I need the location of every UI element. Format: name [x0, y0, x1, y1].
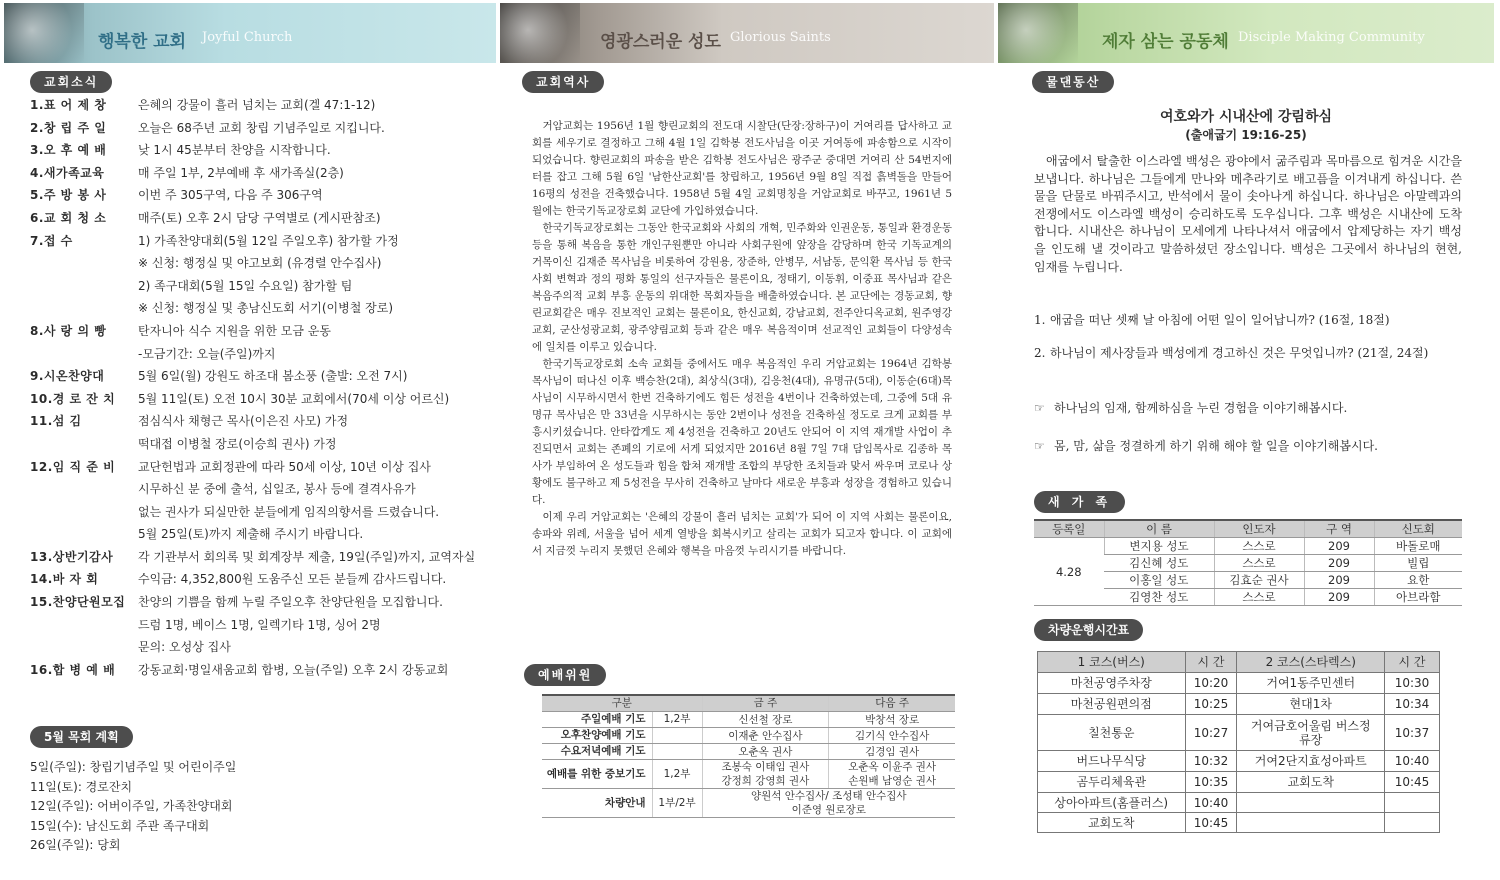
- newfamily-header-row: [1034, 520, 1462, 538]
- worship-name: 오춘옥 이윤주 권사: [848, 761, 937, 773]
- worship-row: [542, 712, 955, 728]
- history-paragraph: 한국기독교장로회는 그동안 한국교회와 사회의 개혁, 민주화와 인권운동, 통일과 환경운동등을 통해 복음을 통한 개인구원뿐만 아니라 사회구원에 앞장을 감당하며 한국 기독교계의 거목이신 김재준 목사님을 비롯하여 강원용, 장준하, 안병무, 서남동, 문익환 목사님 등 한국사회 변혁과 정의 평화 통일의 선구자들은 물론이요, 정태기, 이동휘, 이중표 목사님과 같은 복음주의적 교회 부흥 운동의 위대한 목회자들을 배출하였습니다. 본 교단에는 경동교회, 향린교회같은 매우 진보적인 교회는 물론이요, 한신교회, 강남교회, 전주안디옥교회, 원주영강교회, 군산성광교회, 광주양림교회 등과 같은 매우 복음적이며 선교적인 교회들이 다양성속에 일치를 이루고 있습니다.: [532, 222, 952, 353]
- news-value: 점심식사 채형근 목사(이은진 사모) 가정: [138, 414, 349, 429]
- news-row: [30, 478, 490, 501]
- news-label: 13.상반기감사: [30, 549, 114, 564]
- question-text: 애굽을 떠난 셋째 날 아침에 어떤 일이 일어납니까? (16절, 18절): [1050, 313, 1390, 327]
- news-value: ※ 신청: 행정실 및 총남신도회 서기(이병철 장로): [138, 301, 394, 316]
- news-row: [30, 252, 490, 275]
- church-news-list: [30, 94, 490, 681]
- banner-glorious-saints: [500, 3, 994, 63]
- news-value: 문의: 오성상 집사: [138, 640, 231, 655]
- banner-title: 제자 삼는 공동체: [1102, 32, 1229, 52]
- news-row: [30, 297, 490, 320]
- news-label: [30, 343, 138, 366]
- worship-service: 1,2부: [652, 760, 702, 789]
- bus-cell: 거여금호어울림 버스정류장: [1237, 715, 1385, 751]
- bus-cell: 교회도착: [1038, 813, 1186, 833]
- news-label: 14.바 자 회: [30, 572, 99, 587]
- worship-name: 김경임 권사: [865, 745, 920, 758]
- worship-role: 수요저녁예배 기도: [542, 744, 652, 760]
- worship-next-week: [829, 744, 955, 760]
- worship-role: 주일예배 기도: [542, 712, 652, 728]
- bus-header-cell: 1 코스(버스): [1038, 652, 1186, 673]
- newfamily-header-cell: 이 름: [1104, 520, 1214, 538]
- news-row: [30, 184, 490, 207]
- newfamily-cell: 요한: [1374, 572, 1462, 589]
- news-row: [30, 343, 490, 366]
- news-row: [30, 162, 490, 185]
- news-label: 7.접 수: [30, 233, 73, 248]
- worship-committee-table: [542, 694, 955, 818]
- news-row: [30, 591, 490, 614]
- news-value: -모금기간: 오늘(주일)까지: [138, 346, 276, 361]
- bus-cell: 10:25: [1185, 694, 1237, 715]
- worship-role: 예배를 위한 중보기도: [542, 760, 652, 789]
- newfamily-cell: 스스로: [1214, 538, 1304, 555]
- devotion-body: [1034, 153, 1462, 276]
- news-row: [30, 94, 490, 117]
- plan-item: 11일(토): 경로잔치: [30, 779, 133, 794]
- news-value: ※ 신청: 행정실 및 야고보회 (유경렬 안수집사): [138, 256, 382, 271]
- banner-photo: [500, 3, 580, 63]
- question-number: 1.: [1034, 313, 1046, 327]
- news-label: 1.표 어 제 창: [30, 98, 107, 112]
- newfamily-header-cell: 신도회: [1374, 520, 1462, 538]
- news-label: [30, 433, 138, 456]
- bus-header-cell: 시 간: [1185, 652, 1237, 673]
- news-label: 10.경 로 잔 치: [30, 391, 116, 406]
- news-value: 찬양의 기쁨을 함께 누릴 주일오후 찬양단원을 모집합니다.: [138, 595, 443, 610]
- history-paragraph: 한국기독교장로회 소속 교회들 중에서도 매우 복음적인 우리 거암교회는 1964년 김학봉 목사님이 떠나신 이후 백승찬(2대), 최상식(3대), 김응천(4대), 유명규(5대), 이동순(6대)목사님이 시무하시면서 한번 건축하기에도 힘든 성전을 4번이나 건축하였는데, 그중에 5대 유명규 목사님은 만 33년을 시무하시는 동안 2번이나 성전을 건축하실 정도로 크게 교회를 부흥시키셨습니다. 안타깝게도 제 4성전을 건축하고 20년도 안되어 이 지역 재개발 사업이 추진되면서 교회는 존폐의 기로에 서게 되었지만 2016년 8월 7일 7대 담임목사로 김종하 목사가 부임하여 온 성도들과 힘을 합쳐 재개발 조합의 부당한 조치들과 맞서 싸우며 코로나 상황에도 불구하고 제 5성전을 무사히 건축하고 날마다 새로운 부흥과 성장을 경험하고 있습니다.: [532, 358, 952, 506]
- newfamily-cell: 빌립: [1374, 555, 1462, 572]
- bus-cell: [1385, 813, 1440, 833]
- bus-header-row: [1038, 652, 1440, 673]
- worship-header-this-week: 금 주: [702, 695, 829, 712]
- bus-cell: 마천공원편의점: [1038, 694, 1186, 715]
- question-text: 몸, 맘, 삶을 정결하게 하기 위해 해야 할 일을 이야기해봅시다.: [1054, 439, 1378, 453]
- bus-cell: 칠천통운: [1038, 715, 1186, 751]
- bus-cell: 거여2단지효성아파트: [1237, 751, 1385, 772]
- question-text: 하나님이 제사장들과 백성에게 경고하신 것은 무엇입니까? (21절, 24절): [1050, 346, 1429, 360]
- news-value: 낮 1시 45분부터 찬양을 시작합니다.: [138, 143, 331, 158]
- worship-header-next-week: 다음 주: [829, 695, 955, 712]
- newfamily-cell: 김효순 권사: [1214, 572, 1304, 589]
- history-paragraph: 이제 우리 거암교회는 '은혜의 강물이 흘러 넘치는 교회'가 되어 이 지역 사회는 물론이요, 송파와 위례, 서울을 넘어 세계 열방을 회복시키고 살리는 교회가 되고자 합니다. 이 교회에서 지금껏 누리지 못했던 은혜와 행복을 마음껏 누리시기를 바랍니다.: [532, 511, 952, 557]
- news-value: 떡대접 이병철 장로(이승희 권사) 가정: [138, 436, 337, 451]
- news-label: [30, 275, 138, 298]
- worship-row: [542, 744, 955, 760]
- question-text: 하나님의 임재, 함께하심을 누린 경험을 이야기해봅시다.: [1054, 401, 1348, 415]
- news-label: [30, 614, 138, 637]
- news-row: [30, 275, 490, 298]
- newfamily-cell: 스스로: [1214, 589, 1304, 606]
- question-number: ☞: [1034, 401, 1045, 415]
- bus-cell: 버드나무식당: [1038, 751, 1186, 772]
- worship-name: 오춘옥 권사: [738, 745, 793, 758]
- question-item: [1034, 344, 1462, 362]
- bus-cell: 10:32: [1185, 751, 1237, 772]
- bus-cell: 10:20: [1185, 673, 1237, 694]
- worship-this-week: [702, 744, 829, 760]
- plan-item: 5일(주일): 창립기념주일 및 어린이주일: [30, 760, 237, 774]
- newfamily-cell: 이홍일 성도: [1104, 572, 1214, 589]
- question-item: [1034, 437, 1462, 455]
- news-row: [30, 501, 490, 524]
- bus-cell: 거여1동주민센터: [1237, 673, 1385, 694]
- banner-disciple-community: [998, 3, 1494, 63]
- worship-row: [542, 728, 955, 744]
- banner-subtitle: Disciple Making Community: [1238, 30, 1425, 45]
- worship-this-week: [702, 760, 829, 789]
- bus-cell: [1385, 793, 1440, 813]
- bus-cell: 10:34: [1385, 694, 1440, 715]
- section-pill-worship: 예배위원: [524, 664, 606, 686]
- news-label: [30, 297, 138, 320]
- section-pill-news: 교회소식: [30, 71, 112, 93]
- news-label: 11.섬 김: [30, 414, 82, 429]
- news-value: 없는 권사가 되실만한 분들에게 임직의향서를 드렸습니다.: [138, 504, 440, 519]
- worship-name: 조봉숙 이태임 권사: [721, 761, 810, 773]
- news-value: 5월 25일(토)까지 제출해 주시기 바랍니다.: [138, 527, 364, 542]
- history-paragraph: 거암교회는 1956년 1월 향린교회의 전도대 시찰단(단장:장하구)이 거여리를 답사하고 교회를 세우기로 결정하고 그해 4월 1일 김학봉 전도사님을 이곳 거여동에 파송함으로 시작이 되었습니다. 향린교회의 파송을 받은 김학봉 전도사님은 광주군 중대면 거여리 산 54번지에 터를 잡고 그해 5월 6일 '남한산교회'를 창립하고, 1956년 9월 8일 직접 흙벽돌을 만들어 16평의 성전을 건축했습니다. 1958년 5월 4일 교회명칭을 거암교회로 바꾸고, 1961년 5월에는 한국기독교장로회 교단에 가입하였습니다.: [532, 120, 952, 217]
- bus-cell: 마천공영주차장: [1038, 673, 1186, 694]
- devotion-title: 여호와가 시내산에 강림하심: [1159, 109, 1333, 125]
- newfamily-header-cell: 인도자: [1214, 520, 1304, 538]
- bus-row: [1038, 793, 1440, 813]
- worship-role: 차량안내: [542, 789, 652, 818]
- news-row: [30, 546, 490, 569]
- worship-name: 신선철 장로: [738, 713, 793, 726]
- worship-name: 김기식 안수집사: [854, 729, 930, 742]
- news-value: 2) 족구대회(5월 15일 수요일) 참가할 팀: [138, 278, 353, 293]
- news-label: 12.임 직 준 비: [30, 459, 116, 474]
- worship-row: [542, 789, 955, 818]
- news-label: 3.오 후 예 배: [30, 143, 107, 158]
- news-value: 매주(토) 오후 2시 담당 구역별로 (게시판참조): [138, 210, 381, 225]
- news-value: 드럼 1명, 베이스 1명, 일렉기타 1명, 싱어 2명: [138, 617, 381, 632]
- worship-role: 오후찬양예배 기도: [542, 728, 652, 744]
- banner-subtitle: Joyful Church: [202, 30, 293, 45]
- newfamily-cell: 209: [1304, 538, 1374, 555]
- news-value: 5월 6일(월) 강원도 하조대 봄소풍 (출발: 오전 7시): [138, 369, 408, 384]
- news-value: 각 기관부서 회의록 및 회계장부 제출, 19일(주일)까지, 교역자실: [138, 549, 476, 564]
- church-history-text: [532, 118, 952, 560]
- worship-name: 손원배 남영순 권사: [848, 775, 937, 787]
- question-number: 2.: [1034, 346, 1046, 360]
- worship-span-cell: [702, 789, 955, 818]
- bus-cell: 10:35: [1185, 772, 1237, 793]
- worship-row: [542, 760, 955, 789]
- worship-service: [652, 728, 702, 744]
- newfamily-cell: 김영찬 성도: [1104, 589, 1214, 606]
- section-pill-plan: 5월 목회 계획: [30, 726, 133, 748]
- bus-cell: 교회도착: [1237, 772, 1385, 793]
- worship-name: 이재춘 안수집사: [728, 729, 803, 742]
- bus-cell: 10:27: [1185, 715, 1237, 751]
- news-label: 8.사 랑 의 빵: [30, 323, 107, 338]
- bus-cell: 10:30: [1385, 673, 1440, 694]
- banner-photo: [4, 3, 84, 63]
- news-label: 5.주 방 봉 사: [30, 188, 107, 203]
- news-row: [30, 230, 490, 253]
- plan-item: 12일(주일): 어버이주일, 가족찬양대회: [30, 799, 233, 814]
- bus-header-cell: 시 간: [1385, 652, 1440, 673]
- worship-next-week: [829, 760, 955, 789]
- newfamily-cell: 아브라함: [1374, 589, 1462, 606]
- newfamily-header-cell: 구 역: [1304, 520, 1374, 538]
- newfamily-cell: 김신혜 성도: [1104, 555, 1214, 572]
- question-number: ☞: [1034, 439, 1045, 453]
- news-row: [30, 139, 490, 162]
- bus-cell: 현대1차: [1237, 694, 1385, 715]
- worship-header-row: [542, 695, 955, 712]
- newfamily-cell: 바돌로매: [1374, 538, 1462, 555]
- news-value: 매 주일 1부, 2부예배 후 새가족실(2층): [138, 165, 344, 180]
- plan-item: 26일(주일): 당회: [30, 838, 121, 853]
- newfamily-cell: 209: [1304, 572, 1374, 589]
- news-label: 9.시온찬양대: [30, 369, 105, 384]
- newfamily-cell: 209: [1304, 589, 1374, 606]
- news-value: 시무하신 분 중에 출석, 십일조, 봉사 등에 결격사유가: [138, 482, 416, 497]
- news-value: 이번 주 305구역, 다음 주 306구역: [138, 188, 323, 203]
- news-row: [30, 456, 490, 479]
- banner-subtitle: Glorious Saints: [730, 30, 831, 45]
- news-label: 2.창 립 주 일: [30, 120, 107, 135]
- worship-header-category: 구분: [542, 695, 702, 712]
- newfamily-cell: 스스로: [1214, 555, 1304, 572]
- worship-name: 양원석 안수집사/ 조성태 안수집사: [750, 790, 907, 802]
- question-item: [1034, 311, 1462, 329]
- devotion-reference: (출애굽기 19:16-25): [1185, 128, 1307, 142]
- section-pill-newfamily: 새 가 족: [1034, 491, 1125, 513]
- news-value: 5월 11일(토) 오전 10시 30분 교회에서(70세 이상 어르신): [138, 391, 450, 406]
- banner-photo: [998, 3, 1078, 63]
- question-item: [1034, 399, 1462, 417]
- news-label: [30, 636, 138, 659]
- bus-row: [1038, 694, 1440, 715]
- bus-cell: 10:37: [1385, 715, 1440, 751]
- may-plan-list: [30, 758, 236, 856]
- news-label: 4.새가족교육: [30, 165, 105, 180]
- plan-item: 15일(수): 남신도회 주관 족구대회: [30, 818, 210, 833]
- newfamily-cell: 209: [1304, 555, 1374, 572]
- worship-service: 1,2부: [652, 712, 702, 728]
- news-row: [30, 117, 490, 140]
- news-row: [30, 659, 490, 682]
- news-row: [30, 320, 490, 343]
- worship-this-week: [702, 728, 829, 744]
- newfamily-row: [1034, 538, 1462, 555]
- news-label: [30, 252, 138, 275]
- worship-service: 1부/2부: [652, 789, 702, 818]
- worship-this-week: [702, 712, 829, 728]
- news-label: 16.합 병 예 배: [30, 662, 116, 677]
- worship-name: 강정희 강영희 권사: [721, 775, 810, 787]
- news-row: [30, 614, 490, 637]
- news-value: 교단헌법과 교회정관에 따라 50세 이상, 10년 이상 집사: [138, 459, 431, 474]
- banner-title: 영광스러운 성도: [600, 32, 721, 52]
- news-row: [30, 410, 490, 433]
- banner-joyful-church: [4, 3, 496, 63]
- worship-next-week: [829, 728, 955, 744]
- news-row: [30, 523, 490, 546]
- news-label: [30, 478, 138, 501]
- bus-cell: 10:40: [1385, 751, 1440, 772]
- worship-next-week: [829, 712, 955, 728]
- newfamily-date: 4.28: [1034, 538, 1104, 606]
- bus-cell: 상아아파트(홈플러스): [1038, 793, 1186, 813]
- news-row: [30, 636, 490, 659]
- bus-cell: 곰두리체육관: [1038, 772, 1186, 793]
- news-label: 6.교 회 청 소: [30, 210, 107, 225]
- bus-row: [1038, 813, 1440, 833]
- bus-schedule-table: [1037, 651, 1440, 833]
- worship-service: [652, 744, 702, 760]
- news-value: 강동교회·명일새움교회 합병, 오늘(주일) 오후 2시 강동교회: [138, 662, 449, 677]
- news-label: [30, 523, 138, 546]
- bus-cell: [1237, 813, 1385, 833]
- bus-row: [1038, 772, 1440, 793]
- bus-row: [1038, 673, 1440, 694]
- news-label: [30, 501, 138, 524]
- bus-cell: [1237, 793, 1385, 813]
- news-row: [30, 568, 490, 591]
- bus-cell: 10:40: [1185, 793, 1237, 813]
- news-value: 1) 가족찬양대회(5월 12일 주일오후) 참가할 가정: [138, 233, 399, 248]
- newfamily-cell: 변지용 성도: [1104, 538, 1214, 555]
- bus-header-cell: 2 코스(스타렉스): [1237, 652, 1385, 673]
- news-value: 은혜의 강물이 흘러 넘치는 교회(겔 47:1-12): [138, 98, 376, 112]
- new-family-table: [1034, 519, 1462, 606]
- news-label: 15.찬양단원모집: [30, 595, 126, 610]
- worship-name: 박창석 장로: [865, 713, 920, 726]
- devotion-paragraph: 애굽에서 탈출한 이스라엘 백성은 광야에서 굶주림과 목마름으로 힘겨운 시간을 보냅니다. 하나님은 그들에게 만나와 메추라기로 배고픔을 이겨내게 하십니다. 쓴 물을 단물로 바꿔주시고, 반석에서 물이 솟아나게 하십니다. 하나님은 아말렉과의 전쟁에서도 이스라엘 백성이 승리하도록 도우십니다. 그후 백성은 시내산에 도착합니다. 시내산은 하나님이 모세에게 나타나셔서 애굽에서 압제당하는 자기 백성을 인도해 낼 것이라고 말씀하셨던 장소입니다. 백성은 그곳에서 하나님의 현현, 임재를 누립니다.: [1034, 154, 1462, 274]
- bus-row: [1038, 751, 1440, 772]
- bus-cell: 10:45: [1385, 772, 1440, 793]
- news-row: [30, 388, 490, 411]
- section-pill-bus: 차량운행시간표: [1034, 619, 1143, 641]
- section-pill-devotion: 물댄동산: [1032, 71, 1114, 93]
- section-pill-history: 교회역사: [522, 71, 604, 93]
- news-row: [30, 433, 490, 456]
- news-value: 탄자니아 식수 지원을 위한 모금 운동: [138, 323, 331, 338]
- bus-row: [1038, 715, 1440, 751]
- news-row: [30, 207, 490, 230]
- banner-title: 행복한 교회: [98, 32, 187, 52]
- news-value: 오늘은 68주년 교회 창립 기념주일로 지킵니다.: [138, 120, 385, 135]
- newfamily-header-cell: 등록일: [1034, 520, 1104, 538]
- news-value: 수익금: 4,352,800원 도움주신 모든 분들께 감사드립니다.: [138, 572, 447, 587]
- worship-name: 이준영 원로장로: [791, 804, 866, 816]
- bus-cell: 10:45: [1185, 813, 1237, 833]
- news-row: [30, 365, 490, 388]
